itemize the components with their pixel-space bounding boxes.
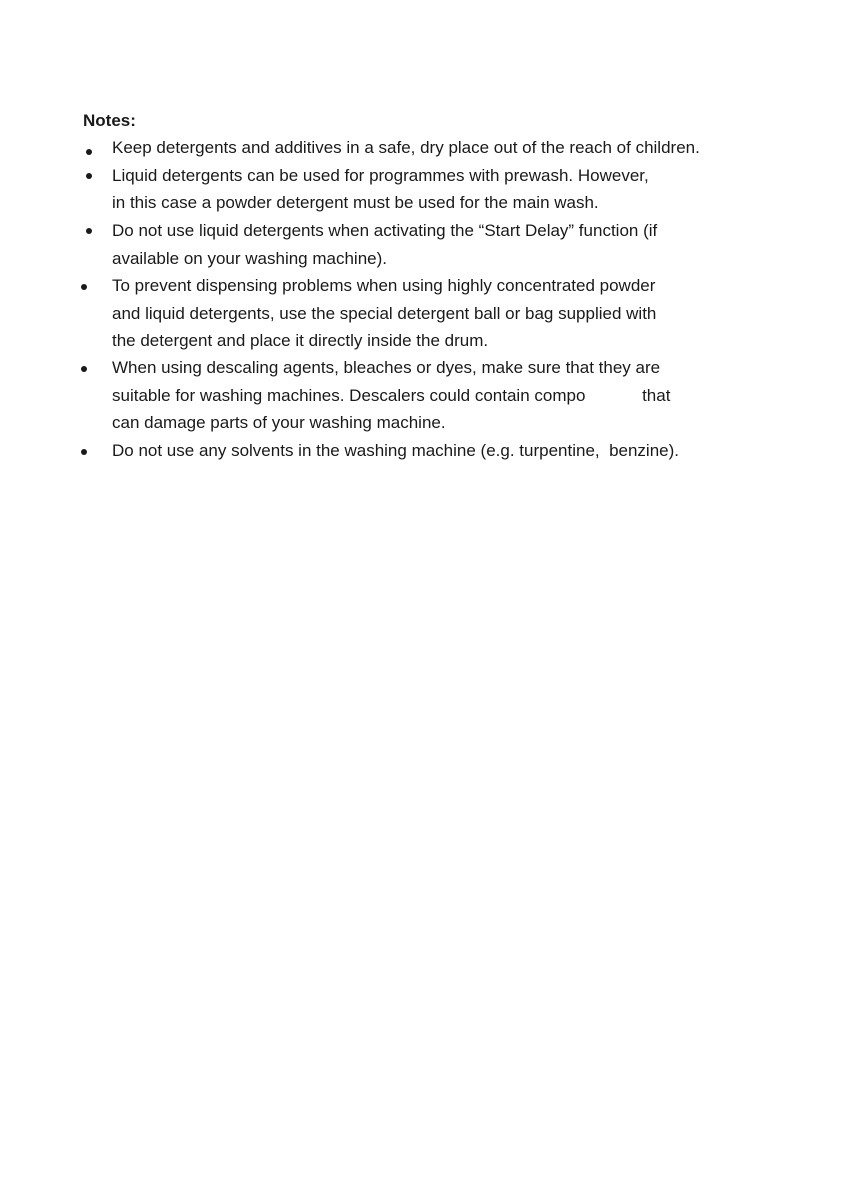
bullet-icon <box>81 366 87 372</box>
note-line: To prevent dispensing problems when using highly concentrated powder <box>112 276 656 295</box>
bullet-icon <box>86 173 92 179</box>
bullet-icon <box>81 284 87 290</box>
note-line: and liquid detergents, use the special detergent ball or bag supplied with <box>112 304 657 323</box>
note-line: When using descaling agents, bleaches or dyes, make sure that they are <box>112 358 661 377</box>
bullet-icon <box>86 149 92 155</box>
note-line: Keep detergents and additives in a safe, dry place out of the reach of children. <box>112 138 700 157</box>
note-line: Liquid detergents can be used for programmes with prewash. However, <box>112 166 649 185</box>
note-line: the detergent and place it directly inside the drum. <box>112 331 489 350</box>
note-line: Do not use any solvents in the washing machine (e.g. turpentine, benzine). <box>112 441 680 460</box>
note-line: can damage parts of your washing machine. <box>112 413 446 432</box>
note-line: suitable for washing machines. Descalers could contain compo that <box>112 386 671 405</box>
note-line: Do not use liquid detergents when activating the “Start Delay” function (if <box>112 221 658 240</box>
note-line: in this case a powder detergent must be used for the main wash. <box>112 193 599 212</box>
bullet-icon <box>86 228 92 234</box>
notes-heading: Notes: <box>83 111 136 130</box>
note-line: available on your washing machine). <box>112 249 387 268</box>
bullet-icon <box>81 449 87 455</box>
